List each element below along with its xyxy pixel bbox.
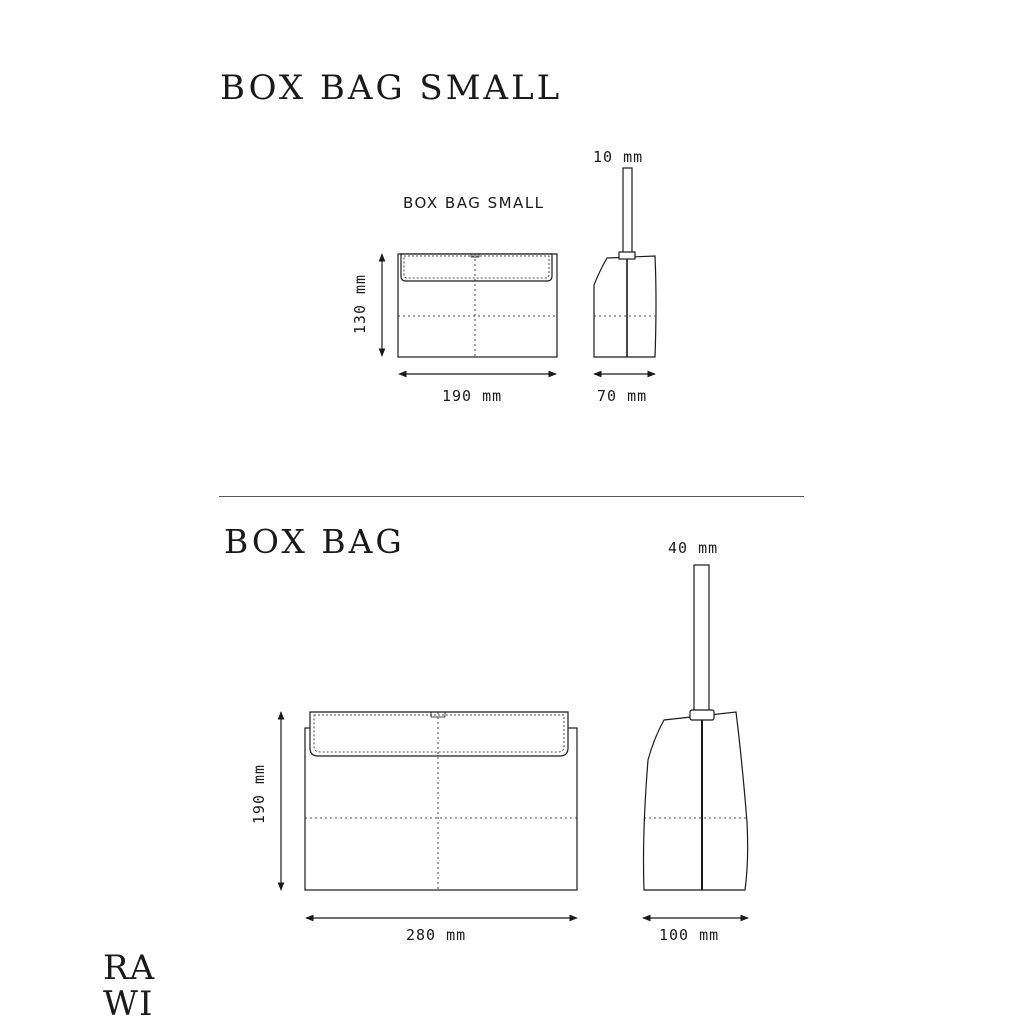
small-drawing-label: BOX BAG SMALL	[403, 194, 545, 212]
large-side-body	[644, 712, 748, 890]
large-section-title: BOX BAG	[224, 522, 405, 561]
large-strap	[694, 565, 709, 712]
large-front-flap	[310, 712, 568, 756]
large-buckle	[690, 710, 714, 720]
small-depth-dimension: 70 mm	[597, 387, 648, 405]
small-side-body	[594, 256, 656, 357]
small-strap	[623, 168, 632, 256]
brand-logo	[103, 950, 183, 1024]
logo-line-2: WI	[103, 984, 154, 1024]
large-bag-side-view	[644, 565, 749, 890]
small-buckle	[619, 252, 635, 259]
logo-line-1: RA	[103, 950, 156, 988]
small-bag-side-view	[594, 168, 656, 357]
small-section-title: BOX BAG SMALL	[220, 68, 563, 108]
small-width-dimension: 190 mm	[442, 387, 503, 405]
large-height-dimension: 190 mm	[250, 763, 268, 825]
large-bag-front-view	[305, 712, 577, 890]
small-strap-dimension: 10 mm	[593, 148, 644, 166]
large-strap-dimension: 40 mm	[668, 539, 719, 557]
small-height-dimension: 130 mm	[351, 273, 369, 335]
small-bag-front-view	[398, 254, 557, 357]
large-width-dimension: 280 mm	[406, 926, 467, 944]
large-depth-dimension: 100 mm	[659, 926, 720, 944]
small-front-flap	[401, 254, 552, 281]
